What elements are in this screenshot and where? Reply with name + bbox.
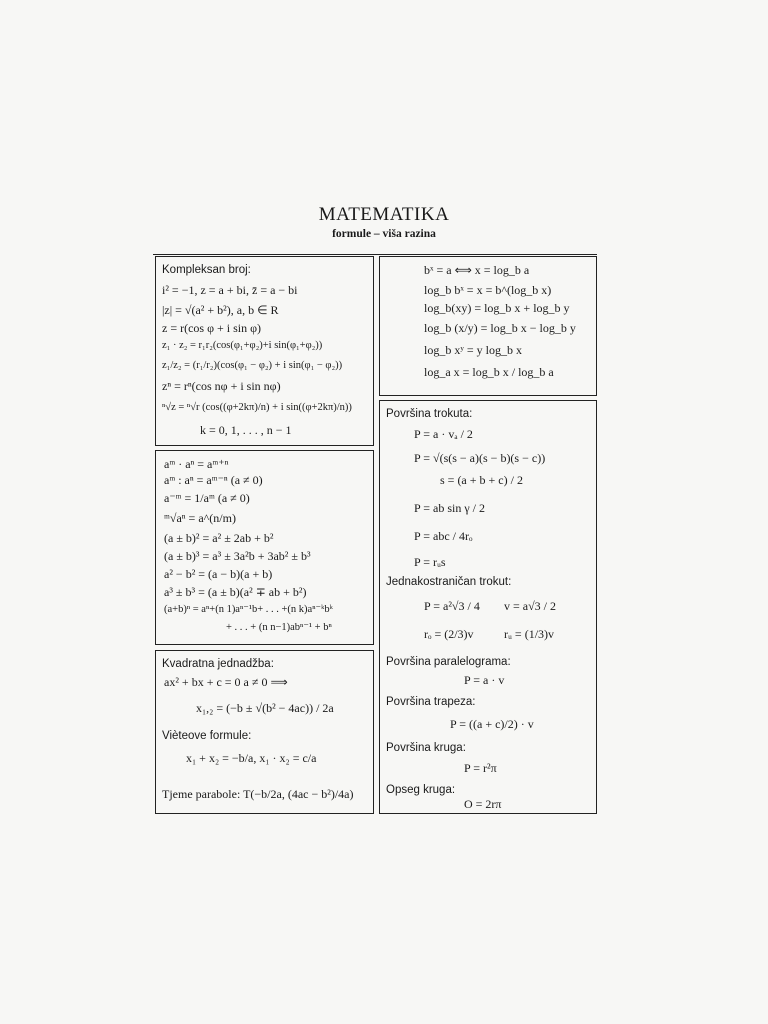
complex-line: |z| = √(a² + b²), a, b ∈ R	[162, 303, 279, 317]
quadratic-box	[155, 650, 374, 814]
quadratic-solution: x₁,₂ = (−b ± √(b² − 4ac)) / 2a	[196, 701, 334, 715]
viete-formulas: x₁ + x₂ = −b/a, x₁ · x₂ = c/a	[186, 751, 317, 765]
power-line: (a+b)ⁿ = aⁿ+(n 1)aⁿ⁻¹b+ . . . +(n k)aⁿ⁻ᵏbᵏ	[164, 604, 333, 615]
geometry-box	[379, 400, 597, 814]
triangle-formula: P = √(s(s − a)(s − b)(s − c))	[414, 451, 546, 465]
equilateral-heading: Jednakostraničan trokut:	[386, 576, 512, 588]
log-line: log_b xʸ = y log_b x	[424, 343, 522, 357]
vertex-formula: Tjeme parabole: T(−b/2a, (4ac − b²)/4a)	[162, 787, 354, 801]
page-title: MATEMATIKA	[318, 204, 450, 225]
equilateral-formula: P = a²√3 / 4	[424, 599, 480, 613]
power-line: ᵐ√aⁿ = a^(n/m)	[164, 511, 236, 525]
power-line: a² − b² = (a − b)(a + b)	[164, 567, 273, 581]
triangle-formula: P = a · vₐ / 2	[414, 427, 473, 441]
log-line: log_b (x/y) = log_b x − log_b y	[424, 321, 576, 335]
triangle-formula: P = rᵤs	[414, 555, 446, 569]
logarithm-box	[379, 256, 597, 396]
triangle-formula: P = abc / 4rₒ	[414, 529, 473, 543]
power-line: (a ± b)² = a² ± 2ab + b²	[164, 531, 274, 545]
powers-box	[155, 450, 374, 645]
quadratic-heading: Kvadratna jednadžba:	[162, 658, 274, 670]
trapezoid-heading: Površina trapeza:	[386, 696, 476, 708]
power-line: a³ ± b³ = (a ± b)(a² ∓ ab + b²)	[164, 585, 307, 599]
circle-perimeter-heading: Opseg kruga:	[386, 784, 456, 796]
triangle-formula: s = (a + b + c) / 2	[440, 473, 523, 487]
quadratic-equation: ax² + bx + c = 0 a ≠ 0 ⟹	[164, 675, 288, 689]
complex-line: ⁿ√z = ⁿ√r (cos((φ+2kπ)/n) + i sin((φ+2kπ)/n))	[162, 402, 352, 413]
power-line: aᵐ · aⁿ = aᵐ⁺ⁿ	[164, 457, 229, 471]
triangle-formula: P = ab sin γ / 2	[414, 501, 485, 515]
log-line: log_b bˣ = x = b^(log_b x)	[424, 283, 552, 297]
complex-line: k = 0, 1, . . . , n − 1	[200, 423, 292, 437]
power-line: (a ± b)³ = a³ ± 3a²b + 3ab² ± b³	[164, 549, 311, 563]
log-line: log_a x = log_b x / log_b a	[424, 365, 554, 379]
power-line: aᵐ : aⁿ = aᵐ⁻ⁿ (a ≠ 0)	[164, 473, 263, 487]
power-line: a⁻ᵐ = 1/aᵐ (a ≠ 0)	[164, 491, 250, 505]
complex-heading: Kompleksan broj:	[162, 264, 251, 276]
equilateral-formula: rₒ = (2/3)v	[424, 627, 474, 641]
complex-line: z₁ · z₂ = r₁r₂(cos(φ₁+φ₂)+i sin(φ₁+φ₂))	[162, 340, 323, 351]
viete-heading: Vièteove formule:	[162, 730, 252, 742]
circle-perimeter-formula: O = 2rπ	[464, 797, 502, 811]
page-subtitle: formule – viša razina	[332, 228, 436, 240]
complex-line: z = r(cos φ + i sin φ)	[162, 321, 262, 335]
parallelogram-heading: Površina paralelograma:	[386, 656, 511, 668]
equilateral-formula: rᵤ = (1/3)v	[504, 627, 555, 641]
complex-line: zⁿ = rⁿ(cos nφ + i sin nφ)	[162, 379, 281, 393]
log-line: log_b(xy) = log_b x + log_b y	[424, 301, 570, 315]
triangle-heading: Površina trokuta:	[386, 408, 473, 420]
circle-area-formula: P = r²π	[464, 761, 497, 775]
parallelogram-formula: P = a · v	[464, 673, 505, 687]
equilateral-formula: v = a√3 / 2	[504, 599, 557, 613]
complex-number-box	[155, 256, 374, 446]
trapezoid-formula: P = ((a + c)/2) · v	[450, 717, 534, 731]
log-line: bˣ = a ⟺ x = log_b a	[424, 263, 530, 277]
power-line: + . . . + (n n−1)abⁿ⁻¹ + bⁿ	[226, 622, 332, 633]
complex-line: i² = −1, z = a + bi, z̄ = a − bi	[162, 283, 298, 297]
circle-area-heading: Površina kruga:	[386, 742, 466, 754]
complex-line: z₁/z₂ = (r₁/r₂)(cos(φ₁ − φ₂) + i sin(φ₁ − φ₂))	[162, 360, 343, 371]
